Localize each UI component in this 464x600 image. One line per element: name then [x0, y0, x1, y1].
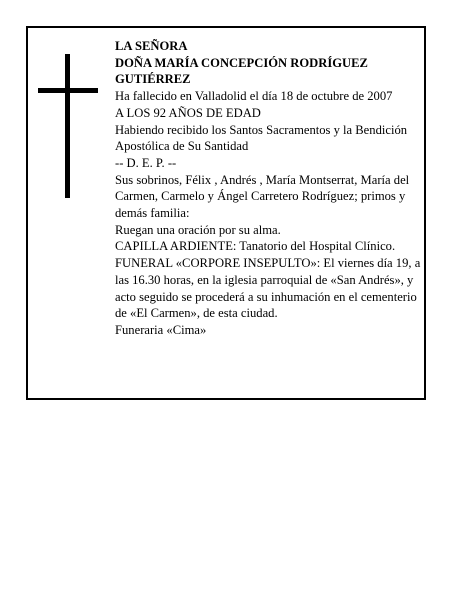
- family-line: Sus sobrinos, Félix , Andrés , María Montserrat, María del Carmen, Carmelo y Ángel Carretero Rodríguez; primos y demás familia:: [115, 172, 410, 221]
- cross-horizontal-bar: [38, 88, 98, 93]
- death-date-line: Ha fallecido en Valladolid el día 18 de octubre de 2007: [115, 89, 393, 104]
- prayer-line: Ruegan una oración por su alma.: [115, 222, 281, 237]
- notice-text: [115, 38, 423, 339]
- sacraments-line: Habiendo recibido los Santos Sacramentos y la Bendición Apostólica de Su Santidad: [115, 122, 408, 154]
- funeral-line: FUNERAL «CORPORE INSEPULTO»: El viernes día 19, a las 16.30 horas, en la iglesia parroquial de «San Andrés», y acto seguido se procederá a su inhumación en el cementerio de «El Carmen», de esta ciudad.: [115, 256, 421, 321]
- age-line: A LOS 92 AÑOS DE EDAD: [115, 105, 261, 120]
- cross-icon: [38, 54, 98, 198]
- deceased-name: DOÑA MARÍA CONCEPCIÓN RODRÍGUEZ GUTIÉRREZ: [115, 55, 368, 87]
- funeral-home-line: Funeraria «Cima»: [115, 322, 207, 337]
- heading-title: LA SEÑORA: [115, 39, 188, 53]
- rip-line: -- D. E. P. --: [115, 155, 177, 170]
- chapel-line: CAPILLA ARDIENTE: Tanatorio del Hospital Clínico.: [115, 239, 396, 254]
- cross-vertical-bar: [65, 54, 70, 198]
